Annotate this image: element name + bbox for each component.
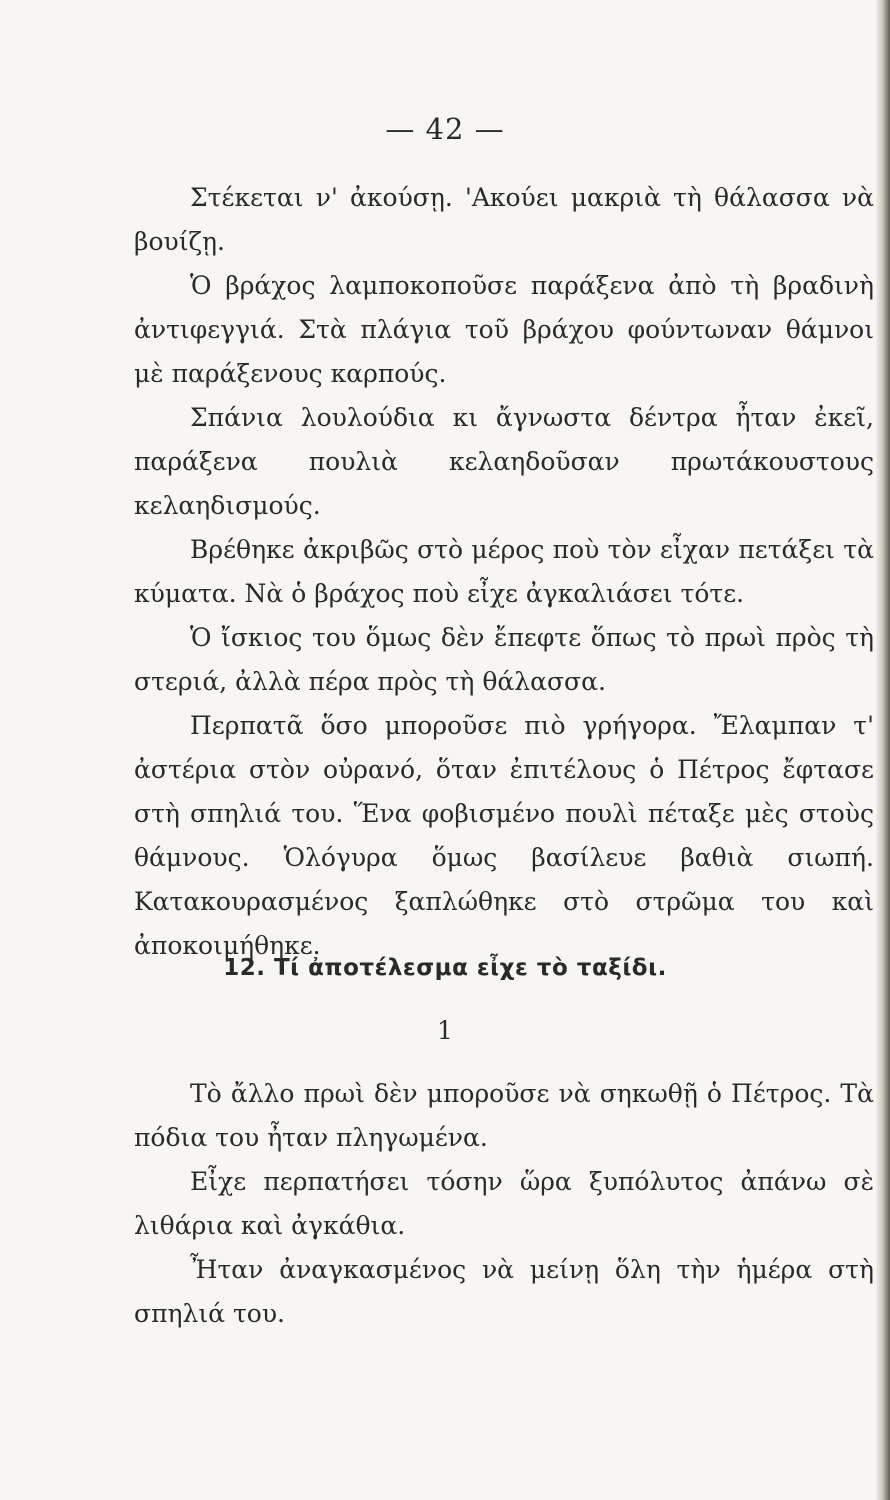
- paragraph: Περπατᾶ ὅσο μποροῦσε πιὸ γρήγορα. Ἔλαμπαν τ' ἀστέρια στὸν οὐρανό, ὅταν ἐπιτέλους ὁ Πέτρος ἔφτασε στὴ σπηλιά του. Ἕνα φοβισμένο πουλὶ πέταξε μὲς στοὺς θάμνους. Ὁλόγυρα ὅμως βασίλευε βαθιὰ σιωπή. Κατακουρασμένος ξαπλώθηκε στὸ στρῶμα του καὶ ἀποκοιμήθηκε.: [134, 711, 874, 960]
- page-number: — 42 —: [385, 112, 505, 146]
- paragraph: Στέκεται ν' ἀκούσῃ. 'Ακούει μακριὰ τὴ θάλασσα νὰ βουίζῃ.: [134, 183, 874, 256]
- chapter-heading: 12. Τί ἀποτέλεσμα εἶχε τὸ ταξίδι.: [223, 955, 667, 981]
- paragraph: Ὁ ἴσκιος του ὅμως δὲν ἔπεφτε ὅπως τὸ πρωὶ πρὸς τὴ στεριά, ἀλλὰ πέρα πρὸς τὴ θάλασσα.: [134, 623, 874, 696]
- text-block-1: [134, 176, 874, 968]
- paragraph: Τὸ ἄλλο πρωὶ δὲν μποροῦσε νὰ σηκωθῇ ὁ Πέτρος. Τὰ πόδια του ἦταν πληγωμένα.: [134, 1079, 874, 1152]
- book-spine-shadow: [876, 0, 890, 1500]
- paragraph: Εἶχε περπατήσει τόσην ὥρα ξυπόλυτος ἀπάνω σὲ λιθάρια καὶ ἀγκάθια.: [134, 1167, 874, 1240]
- paragraph: Σπάνια λουλούδια κι ἄγνωστα δέντρα ἦταν ἐκεῖ, παράξενα πουλιὰ κελαηδοῦσαν πρωτάκουστους κελαηδισμούς.: [134, 403, 874, 520]
- paragraph: Ἦταν ἀναγκασμένος νὰ μείνῃ ὅλη τὴν ἡμέρα στὴ σπηλιά του.: [134, 1255, 874, 1328]
- text-block-2: [134, 1072, 874, 1336]
- subsection-number: 1: [437, 1016, 453, 1045]
- paragraph: Ὁ βράχος λαμποκοποῦσε παράξενα ἀπὸ τὴ βραδινὴ ἀντιφεγγιά. Στὰ πλάγια τοῦ βράχου φούντωναν θάμνοι μὲ παράξενους καρπούς.: [134, 271, 874, 388]
- paragraph: Βρέθηκε ἀκριβῶς στὸ μέρος ποὺ τὸν εἶχαν πετάξει τὰ κύματα. Νὰ ὁ βράχος ποὺ εἶχε ἀγκαλιάσει τότε.: [134, 535, 874, 608]
